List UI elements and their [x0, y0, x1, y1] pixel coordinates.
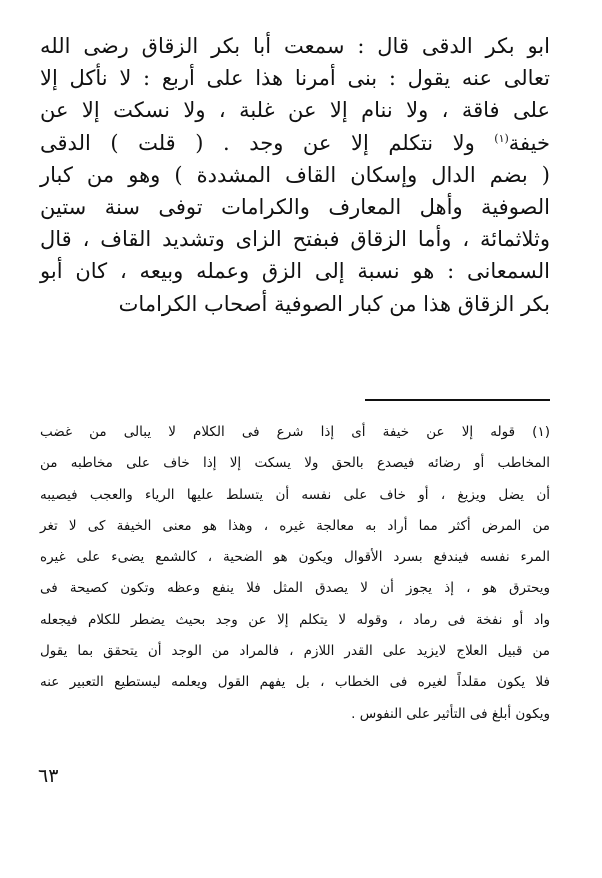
main-text-line: ( بضم الدال وإسكان القاف المشددة ) وهو من كبار	[40, 162, 550, 187]
footnote-line: المخاطب أو رضائه فيصدع بالحق ولا يسكت إلا إذا خاف على مخاطبه من	[40, 455, 550, 472]
footnote-separator	[365, 399, 550, 401]
footnote-line: ويكون أبلغ فى التأثير على النفوس .	[351, 705, 550, 722]
footnote-line: من المرض أكثر مما أراد به معالجة غيره ، وهذا هو معنى الخيفة كى لا تغر	[40, 517, 550, 534]
main-text-line-start: خيفة	[508, 130, 550, 155]
page-number: ٦٣	[38, 765, 59, 787]
main-text-line: السمعانى : هو نسبة إلى الزق وعمله وبيعه ، كان أبو	[40, 259, 550, 284]
footnotes	[40, 417, 550, 730]
main-text-line: على فاقة ، ولا ننام إلا عن غلبة ، ولا نسكت إلا عن	[40, 98, 550, 123]
footnote-line: ويحترق هو ، إذ يجوز أن لا يصدق المثل فلا ينفع وعظه وتكون كصيحة فى	[40, 580, 550, 597]
main-text-line: بكر الزقاق هذا من كبار الصوفية أصحاب الكرامات	[118, 291, 550, 316]
footnote-reference: (١)	[494, 131, 509, 145]
footnote-line: واد أو نفخة فى رماد ، وقوله لا يتكلم إلا عن وجد بحيث يضطر للكلام فيجعله	[40, 611, 550, 628]
main-text-line: تعالى عنه يقول : بنى أمرنا هذا على أربع : لا نأكل إلا	[40, 66, 550, 91]
main-text-line: الصوفية وأهل المعارف والكرامات توفى سنة ستين	[40, 195, 550, 220]
footnote-line: أن يضل ويزيغ ، أو خاف على نفسه أن يتسلط عليها الرياء والعجب فيصيبه	[40, 486, 550, 503]
footnote-line: فلا يكون مقلداً لغيره فى الخطاب ، بل يفهم القول ويعلمه ليستطيع التعبير عنه	[40, 674, 550, 691]
main-text	[40, 30, 550, 320]
main-text-line: ابو بكر الدقى قال : سمعت أبا بكر الزقاق رضى الله	[40, 34, 550, 58]
main-text-line-rest: ولا نتكلم إلا عن وجد . ( قلت ) الدقى	[40, 130, 475, 155]
main-text-line	[40, 127, 550, 159]
main-text-line: وثلاثمائة ، وأما الزقاق فبفتح الزاى وتشديد القاف ، قال	[40, 227, 550, 252]
footnote-line: المرء نفسه فيندفع بسرد الأقوال ويكون هو الضحية ، كالشمع يضىء على غيره	[40, 549, 550, 566]
footnote-line: من قبيل العلاج لايزيد على القدر اللازم ، فالمراد من الوجد أن يتحقق بما يقول	[40, 643, 550, 660]
footnote-line: (١) قوله إلا عن خيفة أى إذا شرع فى الكلام لا يبالى من غضب	[40, 424, 550, 440]
